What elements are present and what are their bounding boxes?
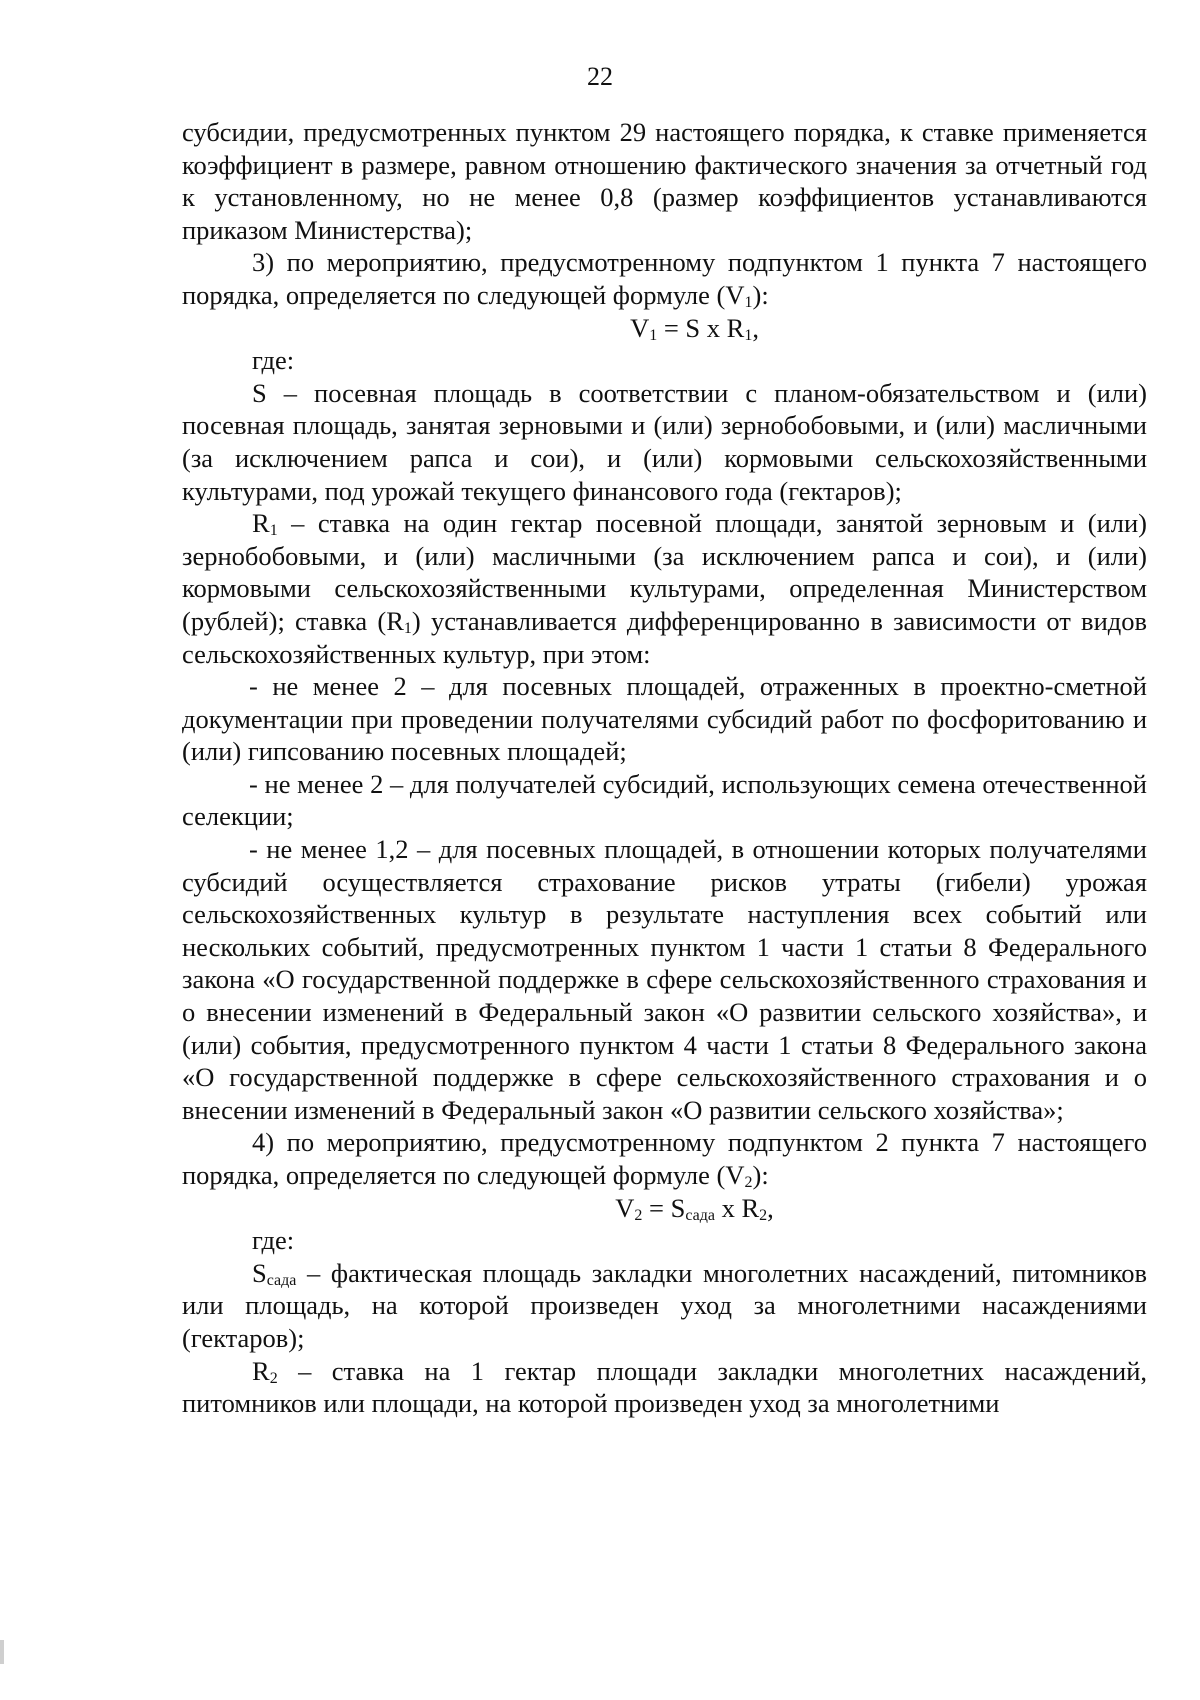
paragraph-text: ): [752,1160,769,1190]
paragraph-text: 4) по мероприятию, предусмотренному подпунктом 2 пункта 7 настоящего порядка, определяется по следующей формуле (V [182,1127,1147,1190]
subscript: 1 [744,326,753,344]
subscript: 2 [759,1206,768,1224]
subscript: сада [266,1271,297,1289]
definition-r2 [182,1355,1147,1420]
paragraph-item-4 [182,1126,1147,1191]
formula-part: , [752,312,759,343]
subscript: 2 [269,1369,278,1387]
paragraph-text: – фактическая площадь закладки многолетних насаждений, питомников или площадь, на которой произведен уход за многолетними насаждениями (гектаров); [182,1257,1147,1353]
subscript: 1 [269,522,278,540]
formula-part: V [630,312,650,343]
paragraph-text: S – посевная площадь в соответствии с планом-обязательством и (или) посевная площадь, занятая зерновыми и (или) зернобобовыми, и (или) масличными (за исключением рапса и сои), и (или) кормовыми сельскохозяйственными культурами, под урожай текущего финансового года (гектаров); [182,377,1147,506]
scan-edge-mark [0,1640,4,1664]
formula-part: V [615,1192,635,1223]
formula-part: = S [642,1192,686,1223]
subscript: сада [685,1206,715,1224]
paragraph-text: 3) по мероприятию, предусмотренному подпунктом 1 пункта 7 настоящего порядка, определяется по следующей формуле (V [182,247,1147,310]
subscript: 1 [403,619,412,637]
paragraph-text: R [252,508,270,539]
subscript: 2 [744,1174,753,1191]
subscript: 1 [744,293,753,311]
paragraph-text: субсидии, предусмотренных пунктом 29 настоящего порядка, к ставке применяется коэффициент в размере, равном отношению фактического значения за отчетный год к установленному, но не менее 0,8 (размер коэффициентов устанавливаются приказом Министерства); [182,117,1147,245]
list-item-dash-2: - не менее 2 – для получателей субсидий, использующих семена отечественной селекции; [182,768,1147,832]
formula-v1 [182,312,1147,345]
paragraph-continuation [182,116,1147,246]
formula-v2 [182,1192,1147,1225]
paragraph-text: ) устанавливается дифференцированно в зависимости от видов сельскохозяйственных культур, при этом: [182,605,1147,669]
formula-part: x R [714,1192,760,1223]
paragraph-text: S [252,1257,267,1288]
list-item-dash-3: - не менее 1,2 – для посевных площадей, в отношении которых получателями субсидий осуществляется страхование рисков утраты (гибели) урожая сельскохозяйственных культур в результате наступления всех событий или нескольких событий, предусмотренных пунктом 1 части 1 статьи 8 Федерального закона «О государственной поддержке в сфере сельскохозяйственного страхования и о внесении изменений в Федеральный закон «О развитии сельского хозяйства», и (или) события, предусмотренного пунктом 4 части 1 статьи 8 Федерального закона «О государственной поддержке в сфере сельскохозяйственного страхования и о внесении изменений в Федеральный закон «О развитии сельского хозяйства»; [182,834,1147,1125]
definition-s-sada [182,1257,1147,1355]
definition-r1 [182,507,1147,670]
paragraph-text: – ставка на 1 гектар площади закладки многолетних насаждений, питомников или площади, на которой произведен уход за многолетними [182,1355,1147,1419]
formula-part: = S x R [657,312,745,343]
definition-s [182,377,1147,507]
document-body [182,116,1147,1420]
list-item-dash-1: - не менее 2 – для посевных площадей, отраженных в проектно-сметной документации при проведении получателями субсидий работ по фосфоритованию и (или) гипсованию посевных площадей; [182,671,1147,767]
subscript: 1 [649,326,658,344]
where-label: где: [252,1225,295,1256]
formula-part: , [767,1192,774,1223]
paragraph-text: – ставка на один гектар посевной площади, занятой зерновым и (или) зернобобовыми, и (или) масличными (за исключением рапса и сои), и (или) кормовыми сельскохозяйственными культурами, определенная Министерством (рублей); ставка (R [182,508,1147,636]
subscript: 2 [634,1206,643,1224]
paragraph-text: R [252,1355,270,1386]
page-number: 22 [587,62,613,91]
paragraph-text: ): [752,279,769,310]
where-label: где: [252,345,295,376]
paragraph-item-3 [182,246,1147,311]
